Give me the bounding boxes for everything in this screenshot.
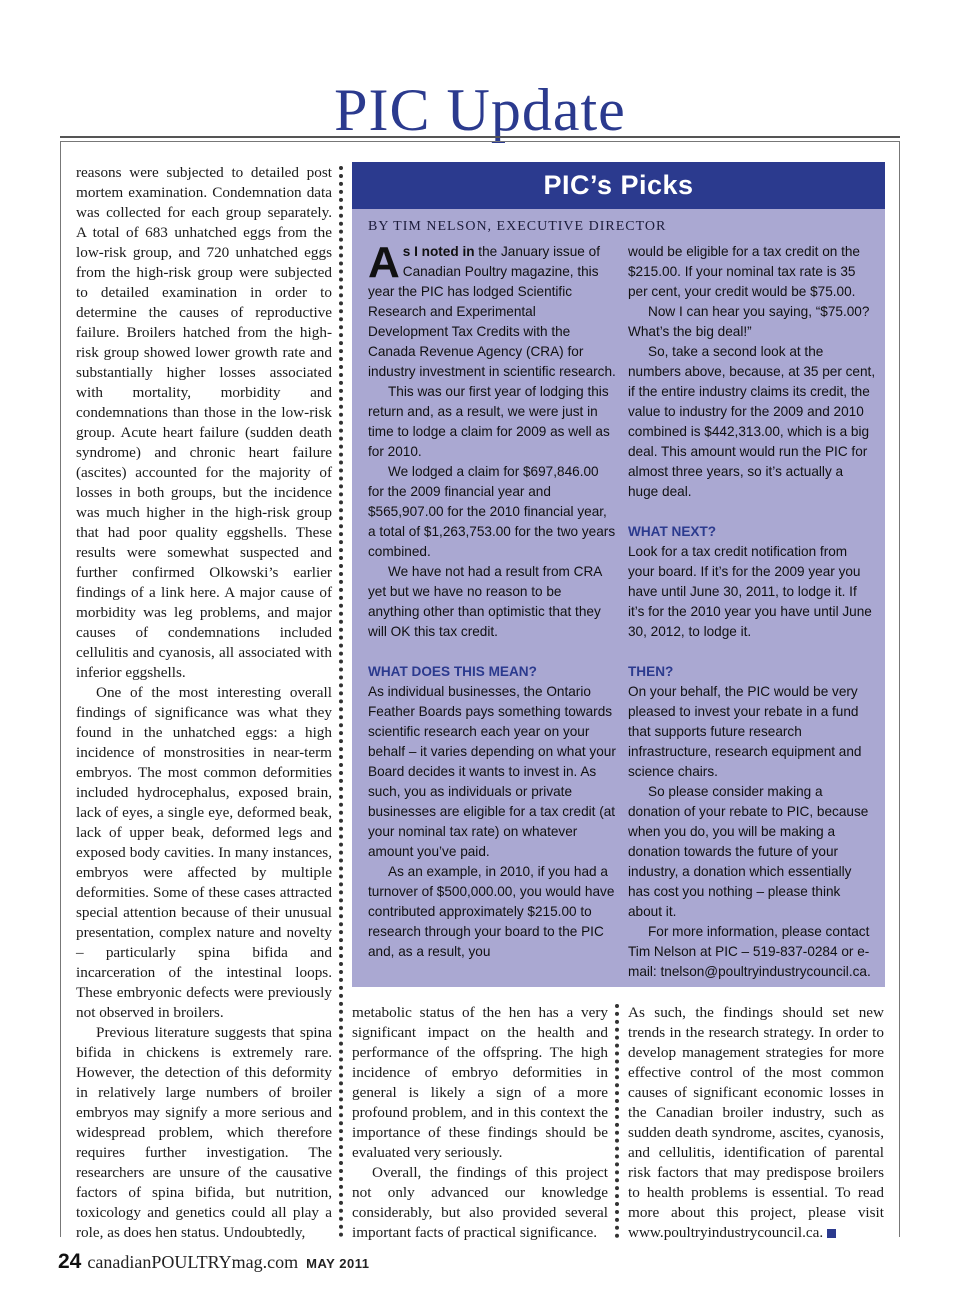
- article-paragraph: Previous literature suggests that spina bifida in chickens is extremely rare. However, the detection of this deformity in relatively large numbers of broiler embryos may signify a more serious and widespread problem, which therefore requires further investigation. The researchers are unsure of the causative factors of spina bifida, but nutrition, toxicology and genetics could all play a role, as does hen status. Undoubtedly,: [76, 1024, 332, 1241]
- sidebar-paragraph: As individual businesses, the Ontario Feather Boards pays something towards scientific research each year on your behalf – it varies depending on what your Board decides it wants to invest in. As such, you as individuals or private businesses are eligible for a tax credit (at your nominal tax rate) on whatever amount you’ve paid.: [368, 684, 616, 859]
- article-text: As such, the findings should set new trends in the research strategy. In order to develop management strategies for more effective control of the most common causes of significant economic losses in the Canadian broiler industry, such as sudden death syndrome, ascites, cyanosis, and cellulitis, identification of parental risk factors that may predispose broilers to health problems is essential. To read more about this project, please visit www.poultryindustrycouncil.ca.: [628, 1004, 884, 1241]
- byline: BY TIM NELSON, EXECUTIVE DIRECTOR: [368, 219, 667, 234]
- sidebar-title: PIC’s Picks: [352, 162, 885, 209]
- page-title: PIC Update: [334, 77, 626, 143]
- article-paragraph: [628, 1003, 884, 1243]
- end-mark-icon: [827, 1229, 836, 1238]
- sidebar-paragraph: So, take a second look at the numbers above, because, at 35 per cent, if the entire industry claims its credit, the value to industry for the 2009 and 2010 combined is $442,313.00, which is a big deal. This amount would run the PIC for almost three years, so it’s actually a huge deal.: [628, 344, 876, 499]
- sidebar-paragraph: On your behalf, the PIC would be very pleased to invest your rebate in a fund that supports future research infrastructure, research equipment and science chairs.: [628, 684, 862, 779]
- article-column-middle: [352, 1003, 608, 1243]
- column-divider: [615, 1004, 619, 1238]
- sidebar-column-2: [628, 242, 876, 982]
- sidebar-paragraph: Now I can hear you saying, “$75.00? What’s the big deal!”: [628, 304, 870, 339]
- sidebar-paragraph: Look for a tax credit notification from your board. If it’s for the 2009 year you have until June 30, 2011, to lodge it. If it’s for the 2010 year you have until June 30, 2012, to lodge it.: [628, 544, 872, 639]
- pics-picks-sidebar: [352, 162, 885, 987]
- sidebar-paragraph: would be eligible for a tax credit on the $215.00. If your nominal tax rate is 35 per cent, your credit would be $75.00.: [628, 244, 860, 299]
- sidebar-paragraph: We have not had a result from CRA yet but we have no reason to be anything other than optimistic that they will OK this tax credit.: [368, 564, 602, 639]
- sidebar-paragraph: We lodged a claim for $697,846.00 for the 2009 financial year and $565,907.00 for the 2010 financial year, a total of $1,263,753.00 for the two years combined.: [368, 464, 616, 559]
- article-column-right: [628, 1003, 884, 1243]
- article-paragraph: Overall, the findings of this project not only advanced our knowledge considerably, but also provided several important facts of practical significance.: [352, 1164, 608, 1241]
- article-column-left: [76, 163, 332, 1243]
- issue-date: MAY 2011: [306, 1256, 370, 1271]
- lead-text: the January issue of Canadian Poultry magazine, this year the PIC has lodged Scientific Research and Experimental Development Tax Credits with the Canada Revenue Agency (CRA) for industry investment in scientific research.: [368, 244, 616, 379]
- article-paragraph: metabolic status of the hen has a very significant impact on the health and performance of the offspring. The high incidence of embryo deformities in general is likely a sign of a more profound problem, and in this context the importance of these findings should be evaluated very seriously.: [352, 1004, 608, 1161]
- sidebar-paragraph: As an example, in 2010, if you had a turnover of $500,000.00, you would have contributed approximately $215.00 to research through your board to the PIC and, as a result, you: [368, 864, 615, 959]
- page-footer: [58, 1250, 369, 1274]
- sidebar-column-1: [368, 238, 616, 962]
- lead-in: s I noted in: [402, 244, 475, 259]
- sidebar-paragraph: So please consider making a donation of your rebate to PIC, because when you do, you will be making a donation towards the future of your industry, a donation which essentially has cost you nothing – please think about it.: [628, 784, 869, 919]
- section-heading-next: WHAT NEXT?: [628, 524, 717, 539]
- sidebar-paragraph: This was our first year of lodging this return and, as a result, we were just in time to lodge a claim for 2009 as well as for 2010.: [368, 384, 610, 459]
- drop-cap: A: [368, 238, 400, 287]
- page-number: 24: [58, 1250, 82, 1273]
- title-rule: [60, 136, 900, 138]
- article-paragraph: reasons were subjected to detailed post mortem examination. Condemnation data was collected for each group separately. A total of 683 unhatched eggs from the low-risk group, and 720 unhatched eggs from the high-risk group were subjected to detailed examination in order to determine the causes of reproductive failure. Broilers hatched from the high-risk group showed lower growth rate and substantially higher losses associated with mortality, morbidity and condemnations than those in the low-risk group. Acute heart failure (sudden death syndrome) and chronic heart failure (ascites) accounted for the majority of losses in both groups, but the incidence was much higher in the high-risk group that had poor quality eggshells. These results were somewhat suspected and further confirmed Olkowski’s earlier findings of a link here. A major cause of morbidity was leg problems, and major causes of condemnations included cellulitis and cyanosis, all associated with inferior eggshells.: [76, 164, 332, 681]
- section-heading-then: THEN?: [628, 664, 674, 679]
- section-heading-meaning: WHAT DOES THIS MEAN?: [368, 664, 537, 679]
- column-divider: [339, 166, 343, 1238]
- sidebar-lead-paragraph: [368, 238, 616, 382]
- sidebar-paragraph: For more information, please contact Tim Nelson at PIC – 519-837-0284 or e-mail: tnelson@poultryindustrycouncil.ca.: [628, 924, 871, 979]
- site-name: canadianPOULTRYmag.com: [87, 1252, 299, 1272]
- article-paragraph: One of the most interesting overall findings of significance was what they found in the unhatched eggs: a high incidence of monstrosities in near-term embryos. The most common deformities included hydrocephalus, exposed brain, lack of eyes, a single eye, deformed beak, lack of upper beak, deformed legs and exposed body cavities. In many instances, embryos were affected by multiple deformities. Some of these cases attracted special attention because of their unusual presentation, complex nature and novelty – particularly spina bifida and incarceration of the intestinal loops. These embryonic defects were previously not observed in broilers.: [76, 684, 332, 1021]
